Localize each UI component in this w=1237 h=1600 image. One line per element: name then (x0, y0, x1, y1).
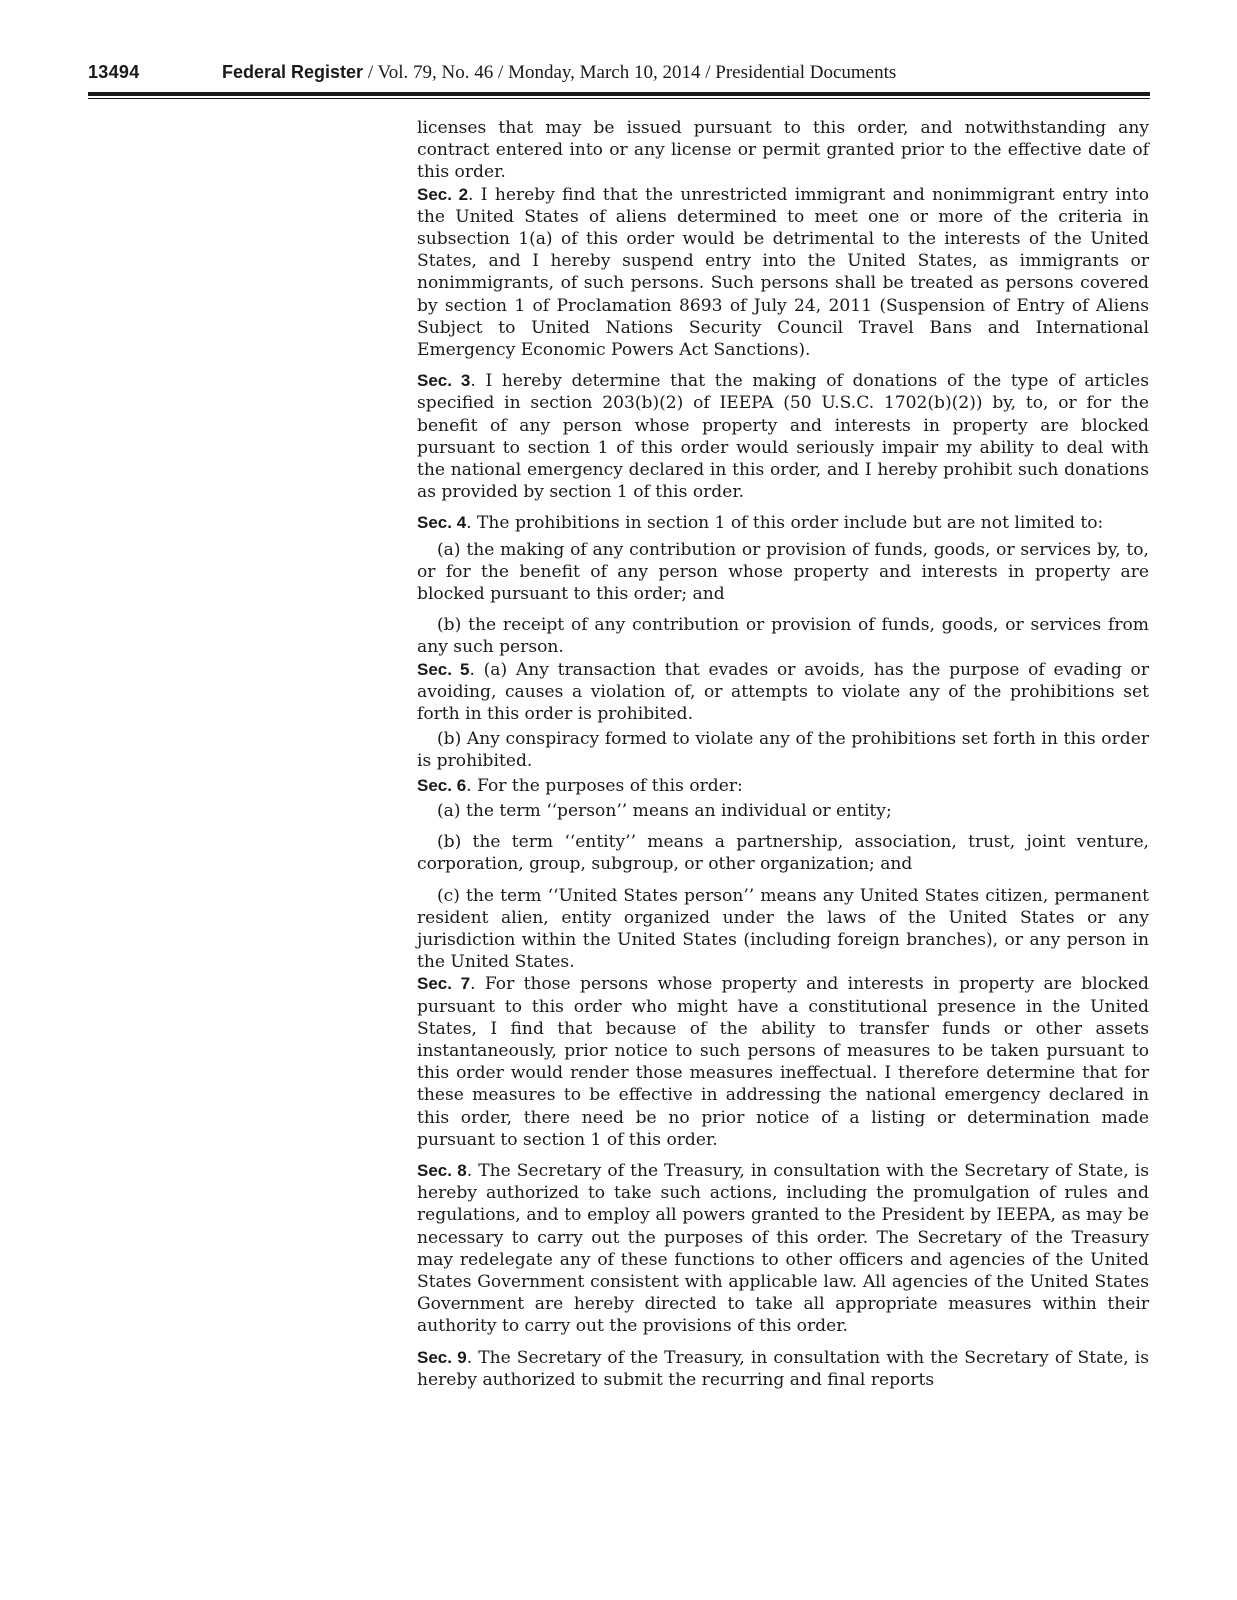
section-text: . The prohibitions in section 1 of this order include but are not limited to: (466, 513, 1104, 534)
header-rule-thin (88, 98, 1150, 99)
section-4 (417, 512, 1149, 534)
section-text: . The Secretary of the Treasury, in consultation with the Secretary of State, is hereby authorized to take such actions, including the promulgation of rules and regulations, and to employ all powers granted to the President by IEEPA, as may be necessary to carry out the purposes of this order. The Secretary of the Treasury may redelegate any of these functions to other officers and agencies of the United States Government consistent with applicable law. All agencies of the United States Government are hereby directed to take all appropriate measures within their authority to carry out the provisions of this order. (417, 1160, 1149, 1337)
section-7 (417, 973, 1149, 1151)
header-separator: / (363, 62, 378, 83)
section-label: Sec. 4 (417, 513, 467, 533)
subsection-6c: (c) the term ‘‘United States person’’ means any United States citizen, permanent resident alien, entity organized under the laws of the United States or any jurisdiction within the United States (including foreign branches), or any person in the United States. (417, 885, 1149, 973)
section-text: . (a) Any transaction that evades or avoids, has the purpose of evading or avoiding, causes a violation of, or attempts to violate any of the prohibitions set forth in this order is prohibited. (417, 659, 1149, 725)
section-9 (417, 1347, 1149, 1391)
subsection-4b: (b) the receipt of any contribution or provision of funds, goods, or services from any such person. (417, 615, 1149, 658)
running-head (222, 62, 896, 84)
header-separator: / (493, 62, 509, 83)
section-5 (417, 659, 1149, 726)
section-text: . For those persons whose property and interests in property are blocked pursuant to this order who might have a constitutional presence in the United States, I find that because of the ability to transfer funds or other assets instantaneously, prior notice to such persons of measures to be taken pursuant to this order would render those measures ineffectual. I therefore determine that for these measures to be effective in addressing the national emergency declared in this order, there need be no prior notice of a listing or determination made pursuant to section 1 of this order. (417, 974, 1149, 1150)
section-label: Sec. 6 (417, 775, 467, 795)
section-label: Sec. 2 (417, 184, 469, 204)
subsection-4a: (a) the making of any contribution or provision of funds, goods, or services by, to, or for the benefit of any person whose property and interests in property are blocked pursuant to this order; and (417, 539, 1149, 605)
header-separator: / (700, 62, 716, 83)
header-rule (88, 92, 1150, 96)
section-6 (417, 775, 1149, 797)
section-text: . The Secretary of the Treasury, in consultation with the Secretary of State, is hereby authorized to submit the recurring and final reports (417, 1347, 1149, 1390)
document-section: Presidential Documents (715, 62, 897, 83)
section-text: . For the purposes of this order: (466, 775, 743, 796)
section-label: Sec. 3 (417, 371, 471, 391)
document-body (417, 117, 1149, 1391)
section-label: Sec. 5 (417, 659, 470, 679)
publication-name: Federal Register (222, 62, 364, 82)
subsection-6b: (b) the term ‘‘entity’’ means a partnership, association, trust, joint venture, corporation, group, subgroup, or other organization; and (417, 832, 1149, 875)
subsection-5b: (b) Any conspiracy formed to violate any of the prohibitions set forth in this order is prohibited. (417, 729, 1149, 772)
section-text: . I hereby find that the unrestricted immigrant and nonimmigrant entry into the United States of aliens determined to meet one or more of the criteria in subsection 1(a) of this order would be detrimental to the interests of the United States, and I hereby suspend entry into the United States, as immigrants or nonimmigrants, of such persons. Such persons shall be treated as persons covered by section 1 of Proclamation 8693 of July 24, 2011 (Suspension of Entry of Aliens Subject to United Nations Security Council Travel Bans and International Emergency Economic Powers Act Sanctions). (417, 184, 1149, 361)
section-3 (417, 370, 1149, 503)
section-text: . I hereby determine that the making of donations of the type of articles specified in section 203(b)(2) of IEEPA (50 U.S.C. 1702(b)(2)) by, to, or for the benefit of any person whose property and interests in property are blocked pursuant to section 1 of this order would seriously impair my ability to deal with the national emergency declared in this order, and I hereby prohibit such donations as provided by section 1 of this order. (417, 371, 1149, 503)
section-label: Sec. 7 (417, 974, 471, 994)
issue-date: Monday, March 10, 2014 (508, 62, 701, 83)
section-2 (417, 184, 1149, 362)
section-label: Sec. 9 (417, 1347, 467, 1367)
paragraph-continued: licenses that may be issued pursuant to this order, and notwithstanding any contract entered into or any license or permit granted prior to the effective date of this order. (417, 118, 1149, 183)
volume-issue: Vol. 79, No. 46 (377, 62, 494, 83)
section-8 (417, 1160, 1149, 1338)
section-label: Sec. 8 (417, 1160, 467, 1180)
subsection-6a: (a) the term ‘‘person’’ means an individual or entity; (437, 800, 892, 821)
page-header (88, 62, 1150, 88)
page-number: 13494 (88, 62, 140, 82)
